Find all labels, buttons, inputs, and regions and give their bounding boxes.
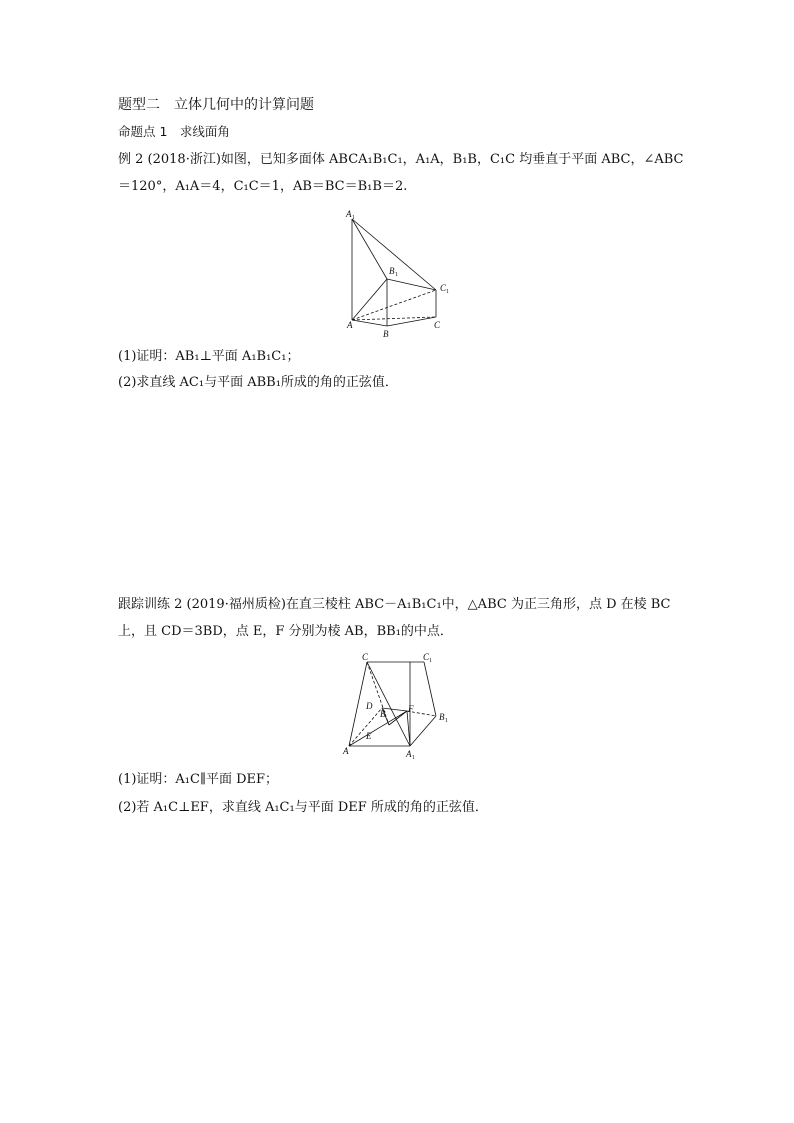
label-b1: B — [389, 266, 395, 276]
label-a: A — [343, 746, 349, 756]
label-d: D — [366, 701, 373, 711]
label-a1-sub: 1 — [412, 755, 415, 761]
example-figure-polyhedron — [340, 205, 460, 340]
label-e: E — [366, 731, 372, 741]
label-f: F — [408, 704, 414, 714]
label-a: A — [347, 320, 353, 330]
label-c1-sub: 1 — [429, 658, 432, 664]
example-statement-line-2: ＝120°，A₁A＝4，C₁C＝1，AB＝BC＝B₁B＝2. — [118, 179, 408, 194]
label-b1-sub: 1 — [445, 718, 448, 724]
training-figure-prism — [338, 650, 458, 762]
label-a1: A — [346, 209, 352, 219]
example-question-1: (1)证明：AB₁⊥平面 A₁B₁C₁； — [118, 349, 300, 364]
label-c1: C — [440, 283, 447, 293]
training-statement-line-2: 上，且 CD＝3BD，点 E，F 分别为棱 AB，BB₁的中点． — [118, 624, 453, 639]
label-b1-sub: 1 — [395, 272, 398, 278]
label-a1: A — [406, 749, 412, 759]
label-c1: C — [423, 652, 430, 662]
label-c1-sub: 1 — [446, 289, 449, 295]
training-question-2: (2)若 A₁C⊥EF，求直线 A₁C₁与平面 DEF 所成的角的正弦值． — [118, 800, 488, 815]
example-question-2: (2)求直线 AC₁与平面 ABB₁所成的角的正弦值． — [118, 375, 398, 390]
label-c: C — [362, 652, 369, 662]
training-statement-line-1: 跟踪训练 2 (2019·福州质检)在直三棱柱 ABC－A₁B₁C₁中，△ABC 为正三角形，点 D 在棱 BC — [118, 597, 671, 612]
label-a1-sub: 1 — [352, 215, 355, 221]
label-c: C — [434, 320, 441, 330]
label-b: B — [380, 709, 386, 719]
section-title: 题型二 立体几何中的计算问题 — [118, 97, 314, 113]
label-b1: B — [439, 712, 445, 722]
example-statement-line-1: 例 2 (2018·浙江)如图，已知多面体 ABCA₁B₁C₁，A₁A，B₁B，C₁C 均垂直于平面 ABC，∠ABC — [118, 152, 684, 167]
subsection-title: 命题点 1 求线面角 — [118, 124, 230, 139]
training-question-1: (1)证明：A₁C∥平面 DEF； — [118, 772, 279, 787]
label-b: B — [383, 329, 389, 339]
